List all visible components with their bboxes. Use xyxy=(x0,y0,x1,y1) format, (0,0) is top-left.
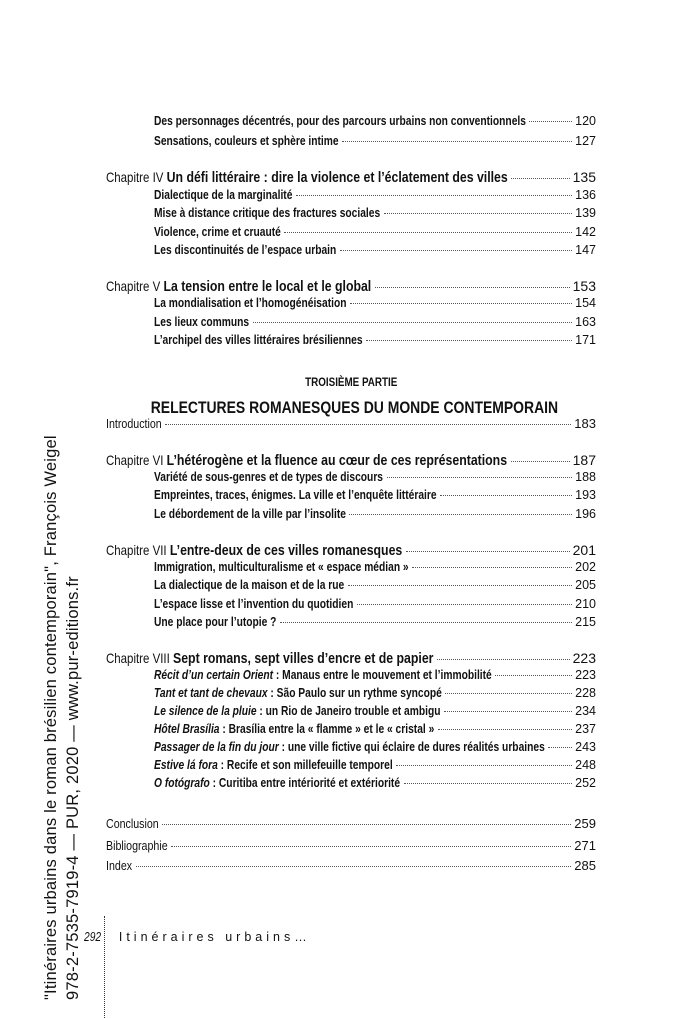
subsection-title xyxy=(154,488,437,502)
toc-chapter-entry xyxy=(106,169,596,187)
toc-page-number: 139 xyxy=(575,206,596,220)
toc-entry-text xyxy=(154,225,281,239)
toc-entry-label xyxy=(154,704,441,718)
subsection-title xyxy=(154,188,292,202)
toc-chapter-entry xyxy=(106,278,596,296)
toc-subsection-entry xyxy=(154,488,596,506)
toc-entry-text xyxy=(154,686,442,700)
toc-entry-label xyxy=(154,560,409,574)
section-title: Index xyxy=(106,858,133,873)
toc-entry-text xyxy=(106,816,159,831)
toc-subsection-entry xyxy=(154,722,596,740)
toc-entry-text xyxy=(154,668,492,682)
toc-entry-label xyxy=(154,507,346,521)
toc-page-number: 228 xyxy=(575,686,596,700)
leader-dots xyxy=(348,585,572,586)
toc-entry-text xyxy=(154,296,346,310)
toc-page-number: 271 xyxy=(574,838,596,853)
chapter-title: L’hétérogène et la fluence au cœur de ces représentations xyxy=(166,452,508,469)
toc-page-number: 248 xyxy=(575,758,596,772)
novel-title: Récit d’un certain Orient xyxy=(154,668,274,682)
page-number: 292 xyxy=(84,930,102,944)
leader-dots xyxy=(357,604,572,605)
toc-entry-text xyxy=(154,243,336,257)
toc-subsection-entry xyxy=(154,206,596,224)
toc-entry-label xyxy=(154,686,442,700)
running-title: Itinéraires urbains… xyxy=(118,930,311,944)
subsection-text: Dialectique de la marginalité xyxy=(154,188,293,202)
toc-entry-text xyxy=(154,578,344,592)
toc-page-number: 201 xyxy=(572,542,596,558)
subsection-text: Une place pour l’utopie ? xyxy=(154,615,277,629)
toc-entry-label xyxy=(154,776,401,790)
side-citation xyxy=(40,435,84,1000)
subsection-title xyxy=(154,243,336,257)
toc-subsection-entry xyxy=(154,225,596,243)
part-title-text: RELECTURES ROMANESQUES DU MONDE CONTEMPORAIN xyxy=(150,398,559,417)
toc-section-entry xyxy=(106,416,596,434)
leader-dots xyxy=(342,141,572,142)
leader-dots xyxy=(375,287,570,288)
toc-subsection-entry xyxy=(154,188,596,206)
subsection-title xyxy=(154,296,346,310)
chapter-number: Chapitre V xyxy=(106,278,161,294)
part-label-text: TROISIÈME PARTIE xyxy=(304,375,398,389)
toc-entry-text xyxy=(106,650,433,667)
toc-subsection-entry xyxy=(154,470,596,488)
novel-title: O fotógrafo xyxy=(154,776,210,790)
toc-entry-text xyxy=(154,507,346,521)
toc-page-number: 142 xyxy=(575,225,596,239)
toc-entry-text xyxy=(154,740,545,754)
toc-entry-text xyxy=(106,416,162,431)
subsection-text: Sensations, couleurs et sphère intime xyxy=(154,134,339,148)
toc-chapter-entry xyxy=(106,452,596,470)
novel-title: Le silence de la pluie xyxy=(154,704,257,718)
toc-entry-text xyxy=(154,704,441,718)
toc-subsection-entry xyxy=(154,243,596,261)
subsection-title xyxy=(154,668,492,682)
toc-subsection-entry xyxy=(154,114,596,132)
subsection-text: Empreintes, traces, énigmes. La ville et l’enquête littéraire xyxy=(154,488,437,502)
toc-entry-label xyxy=(154,722,435,736)
subsection-text: : Manaus entre le mouvement et l’immobilité xyxy=(273,668,492,682)
page-footer xyxy=(84,930,311,944)
leader-dots xyxy=(396,765,572,766)
toc-entry-text xyxy=(154,615,276,629)
toc-page-number: 154 xyxy=(575,296,596,310)
toc-entry-label xyxy=(154,315,250,329)
toc-entry-label xyxy=(106,838,168,853)
subsection-text: Les discontinuités de l’espace urbain xyxy=(154,243,337,257)
toc-entry-label xyxy=(154,206,381,220)
toc-page-number: 234 xyxy=(575,704,596,718)
toc-entry-text xyxy=(106,169,508,186)
toc-entry-text xyxy=(154,470,383,484)
subsection-text: Le débordement de la ville par l’insolite xyxy=(154,507,346,521)
subsection-text: : Recife et son millefeuille temporel xyxy=(217,758,393,772)
subsection-text: Mise à distance critique des fractures sociales xyxy=(154,206,381,220)
novel-title: Estive lá fora xyxy=(154,758,218,772)
toc-section-entry xyxy=(106,838,596,856)
subsection-text: Des personnages décentrés, pour des parcours urbains non conventionnels xyxy=(154,114,526,128)
toc-entry-label xyxy=(106,452,508,469)
leader-dots xyxy=(404,783,572,784)
toc-entry-label xyxy=(154,740,545,754)
toc-entry-text xyxy=(106,542,402,559)
toc-page-number: 171 xyxy=(575,333,596,347)
toc-entry-text xyxy=(106,858,132,873)
toc-page-number: 243 xyxy=(575,740,596,754)
subsection-text: : São Paulo sur un rythme syncopé xyxy=(267,686,442,700)
toc-entry-text xyxy=(154,722,434,736)
toc-subsection-entry xyxy=(154,597,596,615)
toc-entry-text xyxy=(154,597,353,611)
toc-entry-label xyxy=(106,278,372,295)
leader-dots xyxy=(511,461,570,462)
leader-dots xyxy=(511,178,570,179)
chapter-number: Chapitre IV xyxy=(106,169,164,185)
toc-page-number: 202 xyxy=(575,560,596,574)
subsection-text: Immigration, multiculturalisme et « espace médian » xyxy=(154,560,409,574)
toc-subsection-entry xyxy=(154,686,596,704)
subsection-title xyxy=(154,333,363,347)
subsection-title xyxy=(154,225,281,239)
toc-subsection-entry xyxy=(154,776,596,794)
toc-page-number: 215 xyxy=(575,615,596,629)
toc-page-number: 187 xyxy=(572,452,596,468)
toc-entry-text xyxy=(154,315,249,329)
toc-entry-label xyxy=(106,858,133,873)
toc-page-number: 188 xyxy=(575,470,596,484)
leader-dots xyxy=(296,195,572,196)
toc-entry-label xyxy=(154,114,526,128)
toc-page-number: 259 xyxy=(574,816,596,831)
leader-dots xyxy=(438,729,572,730)
toc-page-number: 163 xyxy=(575,315,596,329)
subsection-text: : une ville fictive qui éclaire de dures réalités urbaines xyxy=(278,740,545,754)
toc-page-number: 196 xyxy=(575,507,596,521)
toc-entry-text xyxy=(154,114,526,128)
toc-subsection-entry xyxy=(154,560,596,578)
leader-dots xyxy=(280,622,572,623)
subsection-text: Violence, crime et cruauté xyxy=(154,225,281,239)
toc-page-number: 120 xyxy=(575,114,596,128)
subsection-title xyxy=(154,686,442,700)
subsection-text: : Brasília entre la « flamme » et le « cristal » xyxy=(219,722,435,736)
toc-entry-text xyxy=(154,206,380,220)
subsection-title xyxy=(154,206,380,220)
leader-dots xyxy=(350,303,572,304)
subsection-title xyxy=(154,578,344,592)
subsection-text: La dialectique de la maison et de la rue xyxy=(154,578,345,592)
toc-entry-text xyxy=(106,452,507,469)
side-citation-line-2: 978-2-7535-7919-4 — PUR, 2020 — www.pur-editions.fr xyxy=(64,576,82,1000)
leader-dots xyxy=(340,250,572,251)
toc-entry-label xyxy=(154,296,347,310)
toc-page-number: 223 xyxy=(572,650,596,666)
toc-entry-label xyxy=(106,416,162,431)
subsection-text: : un Rio de Janeiro trouble et ambigu xyxy=(256,704,441,718)
toc-entry-text xyxy=(154,776,400,790)
leader-dots xyxy=(165,424,571,425)
toc-subsection-entry xyxy=(154,704,596,722)
section-title: Bibliographie xyxy=(106,838,168,853)
toc-entry-label xyxy=(154,225,281,239)
subsection-title xyxy=(154,560,409,574)
toc-entry-label xyxy=(154,188,293,202)
subsection-title xyxy=(154,704,441,718)
subsection-text: L’archipel des villes littéraires brésiliennes xyxy=(154,333,363,347)
toc-subsection-entry xyxy=(154,333,596,351)
chapter-title: L’entre-deux de ces villes romanesques xyxy=(169,542,403,559)
toc-entry-text xyxy=(154,333,363,347)
leader-dots xyxy=(253,322,572,323)
toc-entry-text xyxy=(154,560,409,574)
toc-section-entry xyxy=(106,816,596,834)
toc-subsection-entry xyxy=(154,740,596,758)
toc-entry-label xyxy=(154,615,277,629)
toc-entry-text xyxy=(154,188,292,202)
toc-page-number: 193 xyxy=(575,488,596,502)
toc-subsection-entry xyxy=(154,578,596,596)
leader-dots xyxy=(444,711,572,712)
toc-page-number: 285 xyxy=(574,858,596,873)
subsection-title xyxy=(154,776,400,790)
leader-dots xyxy=(437,659,570,660)
subsection-text: : Curitiba entre intériorité et extériorité xyxy=(209,776,401,790)
toc-subsection-entry xyxy=(154,315,596,333)
leader-dots xyxy=(171,846,571,847)
leader-dots xyxy=(366,340,572,341)
chapter-title: La tension entre le local et le global xyxy=(163,278,372,295)
chapter-title: Sept romans, sept villes d’encre et de papier xyxy=(173,650,434,667)
toc-chapter-entry xyxy=(106,650,596,668)
subsection-title xyxy=(154,722,434,736)
toc-entry-label xyxy=(154,668,492,682)
novel-title: Hôtel Brasília xyxy=(154,722,220,736)
toc-subsection-entry xyxy=(154,134,596,152)
leader-dots xyxy=(445,693,572,694)
subsection-title xyxy=(154,114,526,128)
toc-page-number: 223 xyxy=(575,668,596,682)
novel-title: Tant et tant de chevaux xyxy=(154,686,268,700)
toc-entry-label xyxy=(154,243,337,257)
toc-subsection-entry xyxy=(154,507,596,525)
subsection-title xyxy=(154,597,353,611)
novel-title: Passager de la fin du jour xyxy=(154,740,279,754)
leader-dots xyxy=(162,824,571,825)
toc-entry-text xyxy=(154,758,393,772)
subsection-text: Variété de sous-genres et de types de discours xyxy=(154,470,384,484)
side-citation-line-1: "Itinéraires urbains dans le roman brésilien contemporain", François Weigel xyxy=(42,435,60,1000)
toc-entry-label xyxy=(154,134,339,148)
subsection-text: La mondialisation et l’homogénéisation xyxy=(154,296,347,310)
toc-entry-text xyxy=(106,278,371,295)
toc-entry-text xyxy=(154,134,339,148)
subsection-text: Les lieux communs xyxy=(154,315,250,329)
leader-dots xyxy=(495,675,572,676)
toc-entry-label xyxy=(106,169,508,186)
toc-entry-label xyxy=(154,578,345,592)
leader-dots xyxy=(284,232,572,233)
toc-page-number: 237 xyxy=(575,722,596,736)
toc-entry-text xyxy=(154,488,437,502)
leader-dots xyxy=(406,551,570,552)
toc-entry-label xyxy=(154,488,437,502)
toc-page-number: 210 xyxy=(575,597,596,611)
section-title: Conclusion xyxy=(106,816,159,831)
section-title: Introduction xyxy=(106,416,162,431)
toc-page-number: 136 xyxy=(575,188,596,202)
leader-dots xyxy=(136,866,571,867)
toc-page-number: 205 xyxy=(575,578,596,592)
toc-subsection-entry xyxy=(154,668,596,686)
leader-dots xyxy=(440,495,572,496)
toc-entry-label xyxy=(154,758,393,772)
toc-page-number: 147 xyxy=(575,243,596,257)
chapter-number: Chapitre VI xyxy=(106,452,164,468)
chapter-number: Chapitre VII xyxy=(106,542,167,558)
subsection-title xyxy=(154,507,346,521)
leader-dots xyxy=(349,514,572,515)
leader-dots xyxy=(548,747,572,748)
toc-entry-label xyxy=(154,333,363,347)
subsection-title xyxy=(154,740,545,754)
toc-subsection-entry xyxy=(154,615,596,633)
toc-section-entry xyxy=(106,858,596,876)
leader-dots xyxy=(529,121,572,122)
subsection-title xyxy=(154,315,249,329)
toc-page-number: 153 xyxy=(572,278,596,294)
subsection-title xyxy=(154,758,393,772)
toc-page-number: 252 xyxy=(575,776,596,790)
toc-subsection-entry xyxy=(154,296,596,314)
subsection-title xyxy=(154,470,383,484)
toc-entry-text xyxy=(106,838,168,853)
part-label xyxy=(106,375,596,389)
toc-page-number: 135 xyxy=(572,169,596,185)
toc-chapter-entry xyxy=(106,542,596,560)
toc-entry-label xyxy=(106,542,403,559)
toc-entry-label xyxy=(154,470,384,484)
subsection-title xyxy=(154,134,339,148)
toc-entry-label xyxy=(106,816,159,831)
toc-entry-label xyxy=(154,597,354,611)
toc-page-number: 127 xyxy=(575,134,596,148)
toc-page-number: 183 xyxy=(574,416,596,431)
leader-dots xyxy=(384,213,572,214)
toc-entry-label xyxy=(106,650,434,667)
chapter-number: Chapitre VIII xyxy=(106,650,170,666)
part-title xyxy=(106,398,596,418)
chapter-title: Un défi littéraire : dire la violence et l’éclatement des villes xyxy=(166,169,508,186)
subsection-text: L’espace lisse et l’invention du quotidien xyxy=(154,597,354,611)
toc-subsection-entry xyxy=(154,758,596,776)
subsection-title xyxy=(154,615,276,629)
leader-dots xyxy=(412,567,572,568)
leader-dots xyxy=(387,477,572,478)
